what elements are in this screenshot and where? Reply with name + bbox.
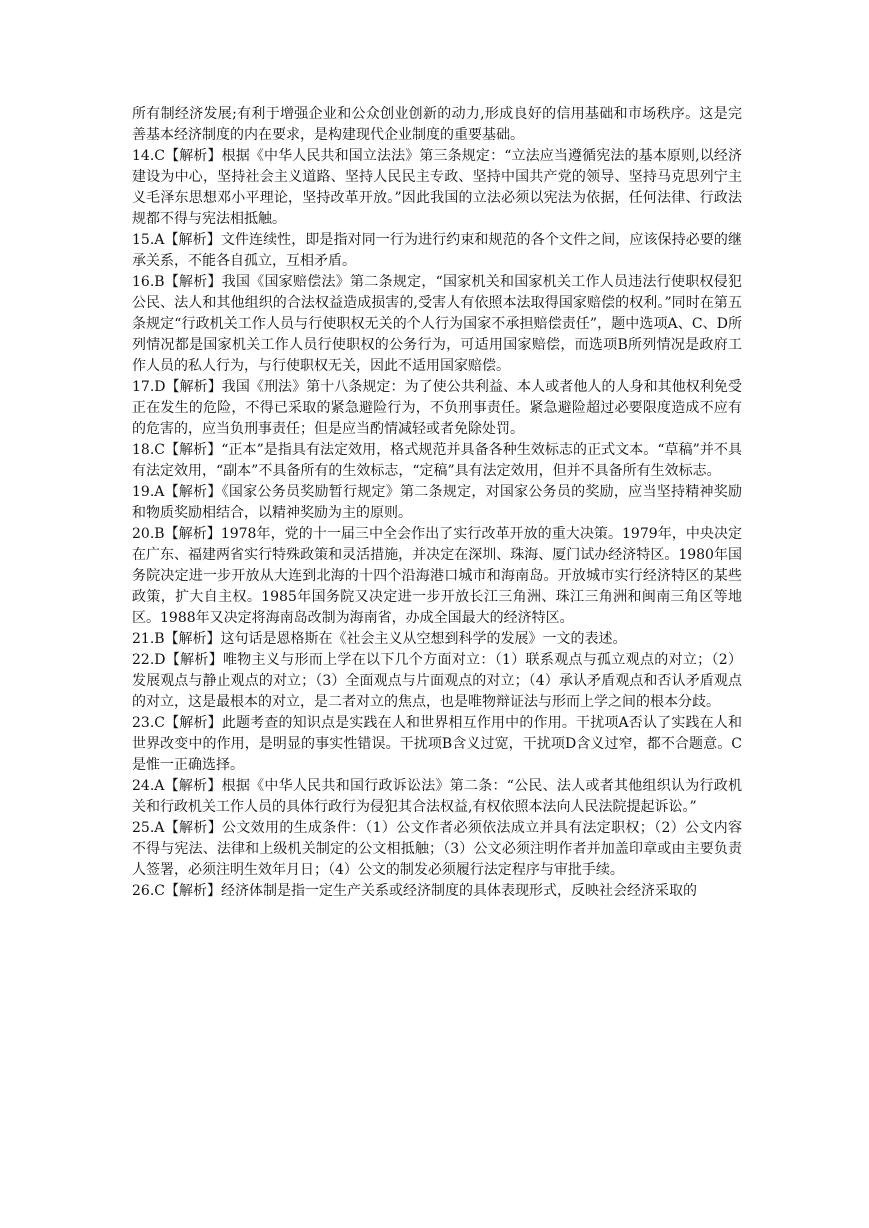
answer-21: 21.B【解析】这句话是恩格斯在《社会主义从空想到科学的发展》一文的表述。 [132,631,627,647]
answer-16: 16.B【解析】我国《国家赔偿法》第二条规定，“国家机关和国家机关工作人员违法行使职权侵犯公民、法人和其他组织的合法权益造成损害的,受害人有依照本法取得国家赔偿的权利。”同时在第五条规定“行政机关工作人员与行使职权无关的个人行为国家不承担赔偿责任”，题中选项A、C、D所列情况都是国家机关工作人员行使职权的公务行为，可适用国家赔偿，而选项B所列情况是政府工作人员的私人行为，与行使职权无关，因此不适用国家赔偿。 [132,274,742,374]
paragraph-continuation: 所有制经济发展;有利于增强企业和公众创业创新的动力,形成良好的信用基础和市场秩序。这是完善基本经济制度的内在要求，是构建现代企业制度的重要基础。 [132,106,742,143]
answer-24: 24.A【解析】根据《中华人民共和国行政诉讼法》第二条：“公民、法人或者其他组织认为行政机关和行政机关工作人员的具体行政行为侵犯其合法权益,有权依照本法向人民法院提起诉讼。” [132,778,742,815]
answer-23: 23.C【解析】此题考查的知识点是实践在人和世界相互作用中的作用。干扰项A否认了实践在人和世界改变中的作用，是明显的事实性错误。干扰项B含义过宽，干扰项D含义过窄，都不合题意。C是惟一正确选择。 [132,715,742,773]
answer-14: 14.C【解析】根据《中华人民共和国立法法》第三条规定：“立法应当遵循宪法的基本原则,以经济建设为中心，坚持社会主义道路、坚持人民民主专政、坚持中国共产党的领导、坚持马克思列宁主义毛泽东思想邓小平理论，坚持改革开放。”因此我国的立法必须以宪法为依据，任何法律、行政法规都不得与宪法相抵触。 [132,148,742,227]
answer-20: 20.B【解析】1978年，党的十一届三中全会作出了实行改革开放的重大决策。1979年，中央决定在广东、福建两省实行特殊政策和灵活措施，并决定在深圳、珠海、厦门试办经济特区。1980年国务院决定进一步开放从大连到北海的十四个沿海港口城市和海南岛。开放城市实行经济特区的某些政策，扩大自主权。1985年国务院又决定进一步开放长江三角洲、珠江三角洲和闽南三角区等地区。1988年又决定将海南岛改制为海南省，办成全国最大的经济特区。 [132,526,742,626]
answer-25: 25.A【解析】公文效用的生成条件：（1）公文作者必须依法成立并具有法定职权；（2）公文内容不得与宪法、法律和上级机关制定的公文相抵触；（3）公文必须注明作者并加盖印章或由主要负责人签署，必须注明生效年月日；（4）公文的制发必须履行法定程序与审批手续。 [132,820,742,878]
answer-18: 18.C【解析】“正本”是指具有法定效用，格式规范并具备各种生效标志的正式文本。“草稿”并不具有法定效用，“副本”不具备所有的生效标志，“定稿”具有法定效用，但并不具备所有生效标志。 [132,442,742,479]
document-body [132,104,742,902]
answer-26: 26.C【解析】经济体制是指一定生产关系或经济制度的具体表现形式，反映社会经济采取的 [132,883,697,899]
answer-22: 22.D【解析】唯物主义与形而上学在以下几个方面对立：（1）联系观点与孤立观点的对立；（2）发展观点与静止观点的对立；（3）全面观点与片面观点的对立；（4）承认矛盾观点和否认矛盾观点的对立，这是最根本的对立，是二者对立的焦点，也是唯物辩证法与形而上学之间的根本分歧。 [132,652,742,710]
answer-17: 17.D【解析】我国《刑法》第十八条规定：为了使公共利益、本人或者他人的人身和其他权利免受正在发生的危险，不得已采取的紧急避险行为，不负刑事责任。紧急避险超过必要限度造成不应有的危害的，应当负刑事责任；但是应当酌情减轻或者免除处罚。 [132,379,742,437]
answer-15: 15.A【解析】文件连续性，即是指对同一行为进行约束和规范的各个文件之间，应该保持必要的继承关系，不能各自孤立，互相矛盾。 [132,232,742,269]
answer-19: 19.A【解析】《国家公务员奖励暂行规定》第二条规定，对国家公务员的奖励，应当坚持精神奖励和物质奖励相结合，以精神奖励为主的原则。 [132,484,742,521]
